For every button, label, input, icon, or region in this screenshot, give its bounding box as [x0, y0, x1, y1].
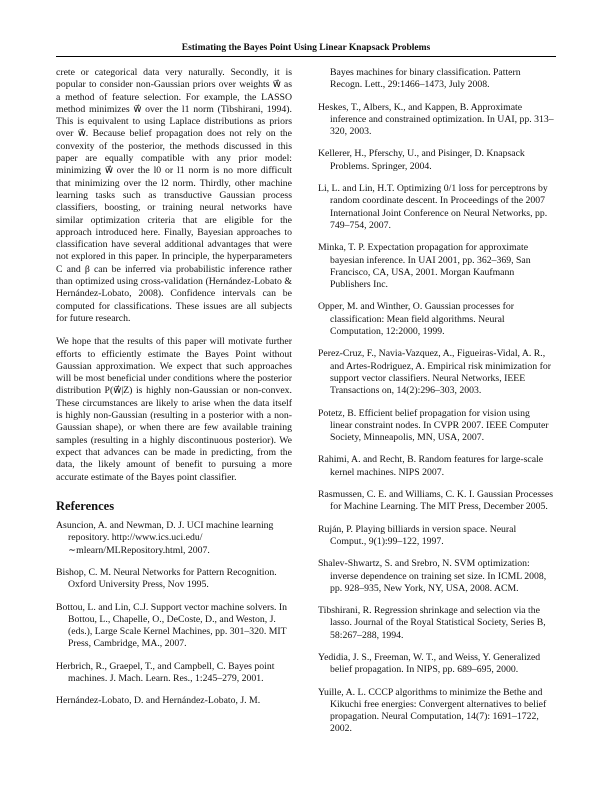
right-column — [318, 67, 554, 746]
reference-shalev-shwartz: Shalev-Shwartz, S. and Srebro, N. SVM optimization: inverse dependence on training set size. In ICML 2008, pp. 928–935, New York, NY, USA, 2008. ACM. — [318, 558, 547, 594]
running-header: Estimating the Bayes Point Using Linear Knapsack Problems — [56, 43, 556, 57]
reference-herbrich: Herbrich, R., Graepel, T., and Campbell, C. Bayes point machines. J. Mach. Learn. Res., 1:245–279, 2001. — [56, 660, 275, 685]
reference-rasmussen: Rasmussen, C. E. and Williams, C. K. I. Gaussian Processes for Machine Learning. The MIT Press, December 2005. — [318, 489, 554, 513]
reference-li-lin: Li, L. and Lin, H.T. Optimizing 0/1 loss for perceptrons by random coordinate descent. In Proceedings of the 2007 International Joint Conference on Neural Networks, pp. 749–754, 2007. — [318, 183, 548, 231]
reference-kellerer: Kellerer, H., Pferschy, U., and Pisinger, D. Knapsack Problems. Springer, 2004. — [318, 148, 525, 172]
reference-bottou: Bottou, L. and Lin, C.J. Support vector machine solvers. In Bottou, L., Chapelle, O., DeCoste, D., and Weston, J. (eds.), Large Scale Kernel Machines, pp. 301–320. MIT Press, Cambridge, MA., 2007. — [56, 601, 287, 650]
reference-asuncion: Asuncion, A. and Newman, D. J. UCI machine learning repository. http://www.ics.uci.edu/∼mlearn/MLRepository.html, 2007. — [56, 520, 274, 556]
reference-opper: Opper, M. and Winther, O. Gaussian processes for classification: Mean field algorithms. Neural Computation, 12:2000, 1999. — [318, 301, 515, 338]
reference-perez-cruz: Perez-Cruz, F., Navia-Vazquez, A., Figueiras-Vidal, A. R., and Artes-Rodriguez, A. Empirical risk minimization for support vector classifiers. Neural Networks, IEEE Transactions on, 14(2):296–303, 2003. — [318, 348, 551, 397]
reference-yuille: Yuille, A. L. CCCP algorithms to minimize the Bethe and Kikuchi free energies: Convergent alternatives to belief propagation. Neural Computation, 14(7): 1691–1722, 2002. — [318, 686, 547, 735]
reference-hernandez-lobato-cont: Bayes machines for binary classification. Pattern Recogn. Lett., 29:1466–1473, July 2008. — [330, 67, 521, 91]
left-column — [56, 67, 292, 718]
reference-bishop: Bishop, C. M. Neural Networks for Pattern Recognition. Oxford University Press, Nov 1995. — [56, 566, 277, 591]
body-paragraph-1: crete or categorical data very naturally. Secondly, it is popular to consider non-Gaussian priors over weights w⃗ as a method of feature selection. For example, the LASSO method minimizes w⃗ over the l1 norm (Tibshirani, 1994). This is equivalent to using Laplace distributions as priors over w⃗. Because belief propagation does not rely on the convexity of the posterior, the methods discussed in this paper are equally compatible with any prior model: minimizing w⃗ over the l0 or l1 norm is no more difficult that minimizing over the l2 norm. Thirdly, other machine learning tasks such as transductive Gaussian process classifiers, boosting, or training neural networks have similar optimization criteria that are eligible for the approach introduced here. Finally, Bayesian approaches to classification have several additional advantages that were not explored in this paper. In principle, the hyperparameters C and β can be inferred via probabilistic inference rather than optimized using cross-validation (Hernández-Lobato & Hernández-Lobato, 2008). Confidence intervals can be computed for classifications. These issues are all subjects for future research. — [56, 67, 292, 324]
reference-rahimi: Rahimi, A. and Recht, B. Random features for large-scale kernel machines. NIPS 2007. — [318, 454, 544, 478]
reference-yedidia: Yedidia, J. S., Freeman, W. T., and Weiss, Y. Generalized belief propagation. In NIPS, pp. 689–695, 2000. — [318, 651, 541, 676]
reference-potetz: Potetz, B. Efficient belief propagation for vision using linear constraint nodes. In CVPR 2007. IEEE Computer Society, Minneapolis, MN, USA, 2007. — [318, 407, 549, 444]
reference-hernandez-lobato-start: Hernández-Lobato, D. and Hernández-Lobato, J. M. — [56, 695, 261, 707]
references-heading: References — [56, 498, 115, 513]
body-paragraph-2: We hope that the results of this paper will motivate further efforts to efficiently estimate the Bayes Point without Gaussian approximation. We expect that such approaches will be most beneficial under conditions where the posterior distribution P(w⃗|Z) is highly non-Gaussian or non-convex. These circumstances are likely to arise when the data itself is highly non-Gaussian (resulting in a posterior with a non-Gaussian shape), or when there are few available training samples (resulting in a highly discontinuous posterior). We expect that advances can be made in predicting, from the data, the likely amount of benefit to pursuing a more accurate estimate of the Bayes point classifier. — [56, 336, 292, 483]
reference-heskes: Heskes, T., Albers, K., and Kappen, B. Approximate inference and constrained optimization. In UAI, pp. 313–320, 2003. — [318, 101, 554, 138]
reference-minka: Minka, T. P. Expectation propagation for approximate bayesian inference. In UAI 2001, pp. 362–369, San Francisco, CA, USA, 2001. Morgan Kaufmann Publishers Inc. — [318, 242, 531, 291]
reference-tibshirani: Tibshirani, R. Regression shrinkage and selection via the lasso. Journal of the Royal Statistical Society, Series B, 58:267–288, 1994. — [318, 605, 546, 641]
reference-rujan: Ruján, P. Playing billiards in version space. Neural Comput., 9(1):99–122, 1997. — [318, 523, 517, 547]
